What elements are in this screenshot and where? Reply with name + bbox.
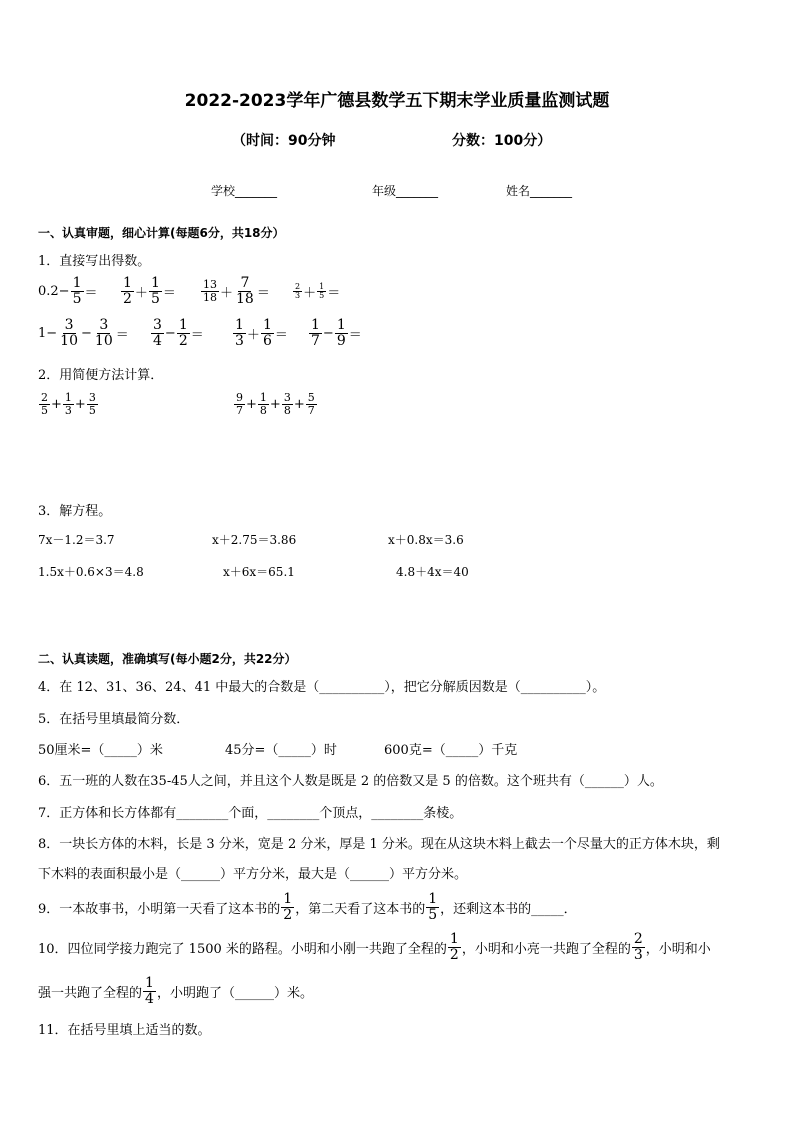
denominator: 7 xyxy=(311,332,320,349)
expr-text: ＝ xyxy=(84,285,98,301)
denominator: 2 xyxy=(449,946,459,963)
denominator: 9 xyxy=(336,332,346,349)
expr-text: ＝ xyxy=(348,327,362,343)
fraction xyxy=(306,392,317,416)
q1-expr-7 xyxy=(232,318,288,348)
q10-text: 强一共跑了全程的 xyxy=(38,985,143,1001)
numerator: 3 xyxy=(88,391,96,404)
expr-text: + xyxy=(269,396,281,412)
denominator: 5 xyxy=(72,290,82,307)
denominator: 5 xyxy=(41,403,48,417)
expr-text: ＝ xyxy=(162,285,176,301)
fraction xyxy=(58,318,80,348)
numerator: 1 xyxy=(145,975,154,991)
numerator: 3 xyxy=(283,391,291,404)
denominator: 3 xyxy=(235,332,244,349)
fraction xyxy=(149,276,162,306)
expr-text: − xyxy=(322,325,334,341)
numerator: 1 xyxy=(123,275,132,291)
numerator: 1 xyxy=(235,317,244,333)
denominator: 10 xyxy=(60,332,78,349)
q10-text: ，小明和小亮一共跑了全程的 xyxy=(461,941,631,957)
q8-line-1: 8．一块长方体的木料，长是 3 分米，宽是 2 分米，厚是 1 分米。现在从这块木料上截去一个尽量大的正方体木块，剩 xyxy=(38,837,720,852)
denominator: 3 xyxy=(295,291,301,300)
q9-text: ，第二天看了这本书的 xyxy=(295,901,426,917)
numerator: 7 xyxy=(240,275,250,291)
q5-item: 600克=（_____）千克 xyxy=(384,743,518,758)
expr-text: ＋ xyxy=(303,286,317,301)
equation: x＋6x＝65.1 xyxy=(223,565,295,579)
numerator: 2 xyxy=(633,931,643,947)
q10-line-1 xyxy=(38,932,711,962)
school-field: 学校_______ xyxy=(211,184,278,198)
expr-text: 1− xyxy=(38,325,58,341)
numerator: 1 xyxy=(178,317,188,333)
expr-text: ＋ xyxy=(246,327,260,343)
q7: 7．正方体和长方体都有________个面，________个顶点，________条棱。 xyxy=(38,806,463,821)
expr-text: ＝ xyxy=(327,286,341,301)
fraction xyxy=(233,318,246,348)
q8-line-2: 下木料的表面积最小是（______）平方分米，最大是（______）平方分米。 xyxy=(38,867,468,882)
expr-text: ＝ xyxy=(190,327,204,343)
denominator: 8 xyxy=(259,403,267,417)
fraction xyxy=(426,892,439,922)
fraction xyxy=(448,932,461,962)
numerator: 1 xyxy=(64,391,72,404)
fraction xyxy=(87,392,98,416)
denominator: 5 xyxy=(88,403,96,417)
fraction xyxy=(293,283,302,301)
q9 xyxy=(38,892,577,922)
fraction xyxy=(151,318,164,348)
numerator: 2 xyxy=(41,391,48,404)
denominator: 2 xyxy=(178,332,188,349)
numerator: 1 xyxy=(449,931,459,947)
q11: 11．在括号里填上适当的数。 xyxy=(38,1023,211,1038)
expr-text: − xyxy=(164,325,176,341)
expr-text: 0.2− xyxy=(38,283,70,299)
q1-expr-5 xyxy=(38,318,129,348)
grade-field: 年级_______ xyxy=(372,184,439,198)
denominator: 5 xyxy=(428,906,438,923)
exam-time: （时间：90分钟 xyxy=(232,133,336,149)
fraction xyxy=(309,318,322,348)
fraction xyxy=(335,318,348,348)
fraction xyxy=(93,318,115,348)
q2-expr-2 xyxy=(233,392,318,416)
fraction xyxy=(234,276,256,306)
denominator: 4 xyxy=(145,990,154,1007)
expr-text: + xyxy=(293,396,305,412)
equation: 1.5x＋0.6×3＝4.8 xyxy=(38,565,144,579)
fraction xyxy=(121,276,134,306)
expr-text: + xyxy=(246,396,257,412)
name-field: 姓名_______ xyxy=(506,184,573,198)
q4: 4．在 12、31、36、24、41 中最大的合数是（__________），把它分解质因数是（__________）。 xyxy=(38,680,606,695)
q1-expr-4 xyxy=(292,282,340,301)
numerator: 1 xyxy=(336,317,346,333)
numerator: 2 xyxy=(295,281,301,291)
q5-label: 5．在括号里填最简分数． xyxy=(38,712,190,727)
denominator: 18 xyxy=(236,290,254,307)
q1-label: 1．直接写出得数。 xyxy=(38,254,151,269)
q1-expr-2 xyxy=(120,276,176,306)
fraction xyxy=(177,318,190,348)
denominator: 5 xyxy=(319,291,325,300)
q5-item: 45分=（_____）时 xyxy=(225,743,337,758)
q10-text: ，小明和小 xyxy=(645,941,711,957)
fraction xyxy=(317,283,326,301)
q9-text: ，还剩这本书的_____． xyxy=(440,901,577,917)
q1-expr-1 xyxy=(38,276,98,306)
denominator: 8 xyxy=(283,403,291,417)
q1-expr-6 xyxy=(150,318,204,348)
denominator: 3 xyxy=(64,403,72,417)
fraction xyxy=(282,392,293,416)
denominator: 7 xyxy=(236,403,243,417)
numerator: 1 xyxy=(319,281,325,291)
fraction xyxy=(63,392,74,416)
q2-label: 2．用简便方法计算． xyxy=(38,368,164,383)
expr-text: ＝ xyxy=(274,327,288,343)
expr-text: − xyxy=(81,325,92,341)
section-1-heading: 一、认真审题，细心计算(每题6分，共18分） xyxy=(38,226,285,240)
numerator: 5 xyxy=(307,391,315,404)
fraction xyxy=(143,976,156,1006)
fraction xyxy=(281,892,294,922)
expr-text: ＝ xyxy=(115,327,129,343)
numerator: 1 xyxy=(259,391,267,404)
fraction xyxy=(39,392,50,416)
q10-text: ，小明跑了（______）米。 xyxy=(156,985,313,1001)
denominator: 2 xyxy=(283,906,293,923)
q9-text: 9．一本故事书，小明第一天看了这本书的 xyxy=(38,901,281,917)
numerator: 9 xyxy=(236,391,243,404)
q2-expr-1 xyxy=(38,392,99,416)
numerator: 3 xyxy=(99,317,109,333)
q1-expr-3 xyxy=(200,276,270,306)
fraction xyxy=(234,392,245,416)
expr-text: ＋ xyxy=(134,285,148,301)
numerator: 1 xyxy=(150,275,160,291)
section-2-heading: 二、认真读题，准确填写(每小题2分，共22分） xyxy=(38,652,297,666)
denominator: 4 xyxy=(153,332,162,349)
denominator: 7 xyxy=(307,403,315,417)
numerator: 1 xyxy=(72,275,82,291)
denominator: 18 xyxy=(203,290,217,304)
expr-text: ＝ xyxy=(256,285,270,301)
expr-text: + xyxy=(51,396,62,412)
fraction xyxy=(261,318,274,348)
numerator: 13 xyxy=(203,278,217,292)
numerator: 1 xyxy=(262,317,272,333)
q10-text: 10．四位同学接力跑完了 1500 米的路程。小明和小刚一共跑了全程的 xyxy=(38,941,447,957)
fraction xyxy=(71,276,84,306)
q1-expr-8 xyxy=(308,318,362,348)
denominator: 3 xyxy=(633,946,643,963)
numerator: 1 xyxy=(428,891,438,907)
numerator: 1 xyxy=(311,317,320,333)
q6: 6．五一班的人数在35-45人之间，并且这个人数是既是 2 的倍数又是 5 的倍数。这个班共有（______）人。 xyxy=(38,774,663,789)
denominator: 2 xyxy=(123,290,132,307)
fraction xyxy=(258,392,269,416)
denominator: 6 xyxy=(262,332,272,349)
equation: x＋0.8x＝3.6 xyxy=(388,533,464,547)
denominator: 5 xyxy=(150,290,160,307)
fraction xyxy=(201,279,219,303)
q3-label: 3．解方程。 xyxy=(38,504,112,519)
q10-line-2 xyxy=(38,976,313,1006)
numerator: 3 xyxy=(153,317,162,333)
equation: x＋2.75＝3.86 xyxy=(212,533,297,547)
exam-score: 分数：100分） xyxy=(452,133,552,149)
q5-item: 50厘米=（_____）米 xyxy=(38,743,163,758)
fraction xyxy=(632,932,645,962)
expr-text: ＋ xyxy=(220,285,234,301)
denominator: 10 xyxy=(94,332,113,349)
numerator: 1 xyxy=(283,891,293,907)
page-title: 2022-2023学年广德县数学五下期末学业质量监测试题 xyxy=(184,91,610,111)
equation: 7x－1.2＝3.7 xyxy=(38,533,115,547)
expr-text: + xyxy=(74,396,86,412)
numerator: 3 xyxy=(64,317,74,333)
equation: 4.8＋4x＝40 xyxy=(396,565,469,579)
